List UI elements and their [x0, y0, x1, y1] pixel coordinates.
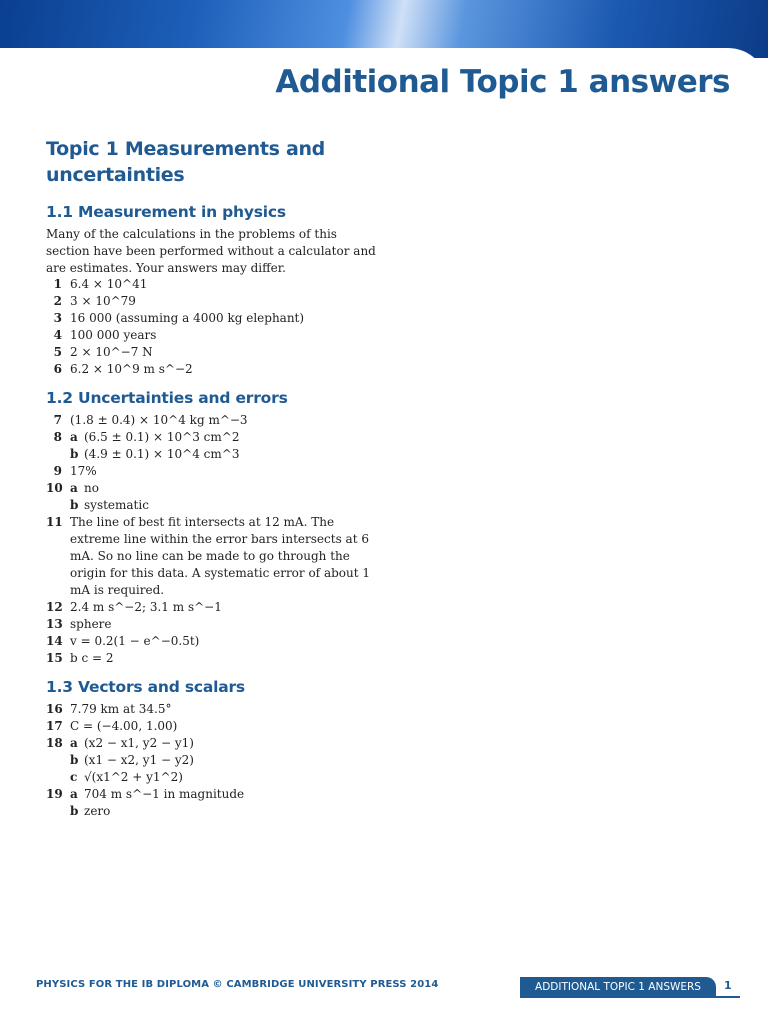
answer-text: systematic — [84, 498, 149, 513]
section-heading: 1.3 Vectors and scalars — [46, 678, 245, 697]
footer-section-label: ADDITIONAL TOPIC 1 ANSWERS — [520, 977, 716, 997]
answer-part: a — [70, 736, 78, 751]
answer-number: 12 — [46, 600, 63, 615]
answer-text: 7.79 km at 34.5° — [70, 702, 172, 717]
answer-text: b c = 2 — [70, 651, 114, 666]
answer-part: a — [70, 481, 78, 496]
section-1-1 — [46, 202, 376, 378]
answer-list — [46, 276, 376, 378]
answer-text: (6.5 ± 0.1) × 10^3 cm^2 — [84, 430, 240, 445]
answer-text: 2.4 m s^−2; 3.1 m s^−1 — [70, 600, 222, 615]
answer-item — [46, 616, 376, 633]
answer-text: 100 000 years — [70, 328, 157, 343]
answer-item — [46, 480, 376, 497]
answer-item — [46, 463, 376, 480]
answer-text: 2 × 10^−7 N — [70, 345, 153, 360]
answer-text: zero — [84, 804, 111, 819]
answer-item — [46, 310, 376, 327]
answer-text: The line of best fit intersects at 12 mA. The extreme line within the error bars intersects at 6 mA. So no line can be made to go through the origin for this data. A systematic error of about 1 mA is required. — [70, 515, 370, 598]
answer-text: 17% — [70, 464, 97, 479]
answer-item — [46, 327, 376, 344]
answer-item — [46, 633, 376, 650]
answer-number: 8 — [53, 430, 62, 445]
answer-number — [46, 769, 62, 786]
answer-part: a — [70, 430, 78, 445]
page-title: Additional Topic 1 answers — [275, 64, 730, 100]
answer-number: 5 — [53, 345, 62, 360]
answer-number: 6 — [53, 362, 62, 377]
answer-item — [46, 412, 376, 429]
section-heading: 1.2 Uncertainties and errors — [46, 389, 288, 408]
answer-number — [46, 752, 62, 769]
answer-item — [46, 361, 376, 378]
answer-text: 704 m s^−1 in magnitude — [84, 787, 245, 802]
answer-number: 7 — [53, 413, 62, 428]
section-intro: Many of the calculations in the problems of this section have been performed without a calculator and are estimates. Your answers may differ. — [46, 227, 376, 275]
answer-number: 18 — [46, 736, 63, 751]
answer-text: (4.9 ± 0.1) × 10^4 cm^3 — [84, 447, 240, 462]
answer-item — [46, 803, 376, 820]
answer-item — [46, 718, 376, 735]
answer-number: 4 — [53, 328, 62, 343]
answer-text: sphere — [70, 617, 112, 632]
answer-item — [46, 650, 376, 667]
answer-number — [46, 803, 62, 820]
answer-list — [46, 701, 376, 820]
page-number: 1 — [724, 979, 732, 992]
answer-list — [46, 412, 376, 667]
footer-copyright: PHYSICS FOR THE IB DIPLOMA © CAMBRIDGE UNIVERSITY PRESS 2014 — [36, 979, 439, 990]
answer-text: (x2 − x1, y2 − y1) — [84, 736, 194, 751]
answer-text: 3 × 10^79 — [70, 294, 136, 309]
answer-text: no — [84, 481, 99, 496]
answer-text: 6.2 × 10^9 m s^−2 — [70, 362, 193, 377]
answer-item — [46, 497, 376, 514]
answer-item — [46, 599, 376, 616]
answer-number: 14 — [46, 634, 63, 649]
answer-item — [46, 429, 376, 446]
answer-text: 16 000 (assuming a 4000 kg elephant) — [70, 311, 305, 326]
answer-number: 16 — [46, 702, 63, 717]
page-footer — [0, 977, 768, 997]
answer-number: 15 — [46, 651, 63, 666]
section-heading: 1.1 Measurement in physics — [46, 203, 286, 221]
answer-item — [46, 735, 376, 752]
answer-item — [46, 701, 376, 718]
section-1-2 — [46, 388, 376, 667]
answer-text: 6.4 × 10^41 — [70, 277, 148, 292]
answer-item — [46, 293, 376, 310]
answer-text: v = 0.2(1 − e^−0.5t) — [70, 634, 200, 649]
answer-number: 2 — [53, 294, 62, 309]
answer-part: a — [70, 787, 78, 802]
answer-text: (1.8 ± 0.4) × 10^4 kg m^−3 — [70, 413, 248, 428]
topic-heading: Topic 1 Measurements and uncertainties — [46, 138, 325, 186]
answer-item — [46, 786, 376, 803]
answer-part: b — [70, 753, 79, 768]
answer-number: 11 — [46, 515, 63, 530]
answer-part: b — [70, 804, 79, 819]
answer-item — [46, 276, 376, 293]
answer-part: b — [70, 447, 79, 462]
answer-item — [46, 344, 376, 361]
answer-item — [46, 446, 376, 463]
answer-number: 17 — [46, 719, 63, 734]
answer-number — [46, 446, 62, 463]
answer-part: c — [70, 770, 78, 785]
answer-number: 1 — [53, 277, 62, 292]
answer-number: 9 — [53, 464, 62, 479]
footer-rule — [520, 996, 740, 998]
answer-text: C = (−4.00, 1.00) — [70, 719, 178, 734]
answer-number: 19 — [46, 787, 63, 802]
answer-text: (x1 − x2, y1 − y2) — [84, 753, 194, 768]
section-1-3 — [46, 677, 376, 820]
answer-part: b — [70, 498, 79, 513]
answer-number: 3 — [53, 311, 62, 326]
answer-number: 10 — [46, 481, 63, 496]
answer-text: √(x1^2 + y1^2) — [84, 770, 183, 785]
answers-column — [46, 136, 376, 820]
answer-item — [46, 752, 376, 769]
answer-item — [46, 514, 376, 599]
answer-item — [46, 769, 376, 786]
answer-number — [46, 497, 62, 514]
answer-number: 13 — [46, 617, 63, 632]
